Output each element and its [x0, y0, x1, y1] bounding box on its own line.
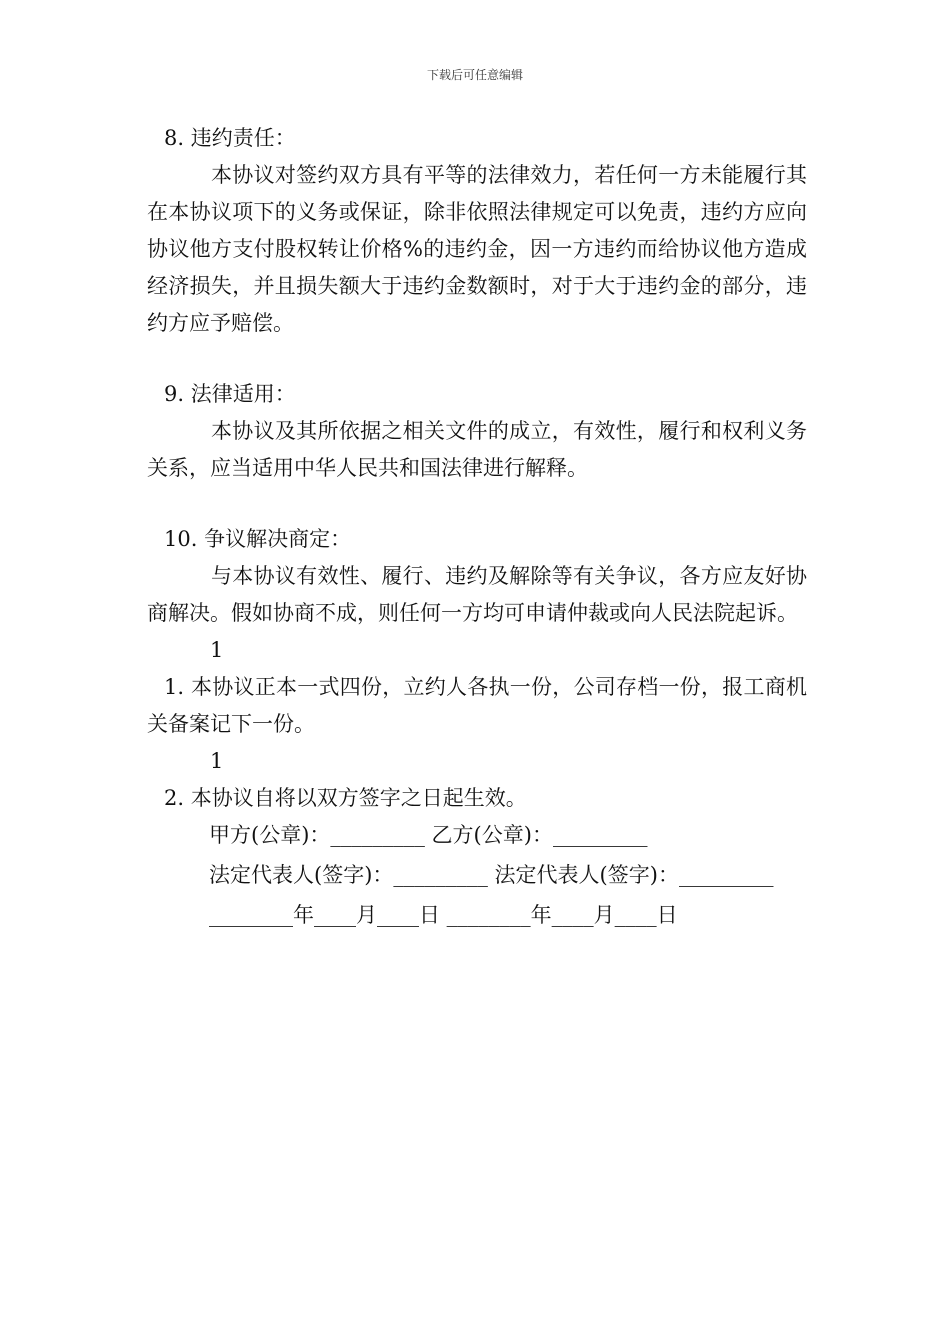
section-spacer — [147, 487, 807, 521]
section-8-body: 本协议对签约双方具有平等的法律效力，若任何一方未能履行其在本协议项下的义务或保证，除非依照法律规定可以免责，违约方应向协议他方支付股权转让价格%的违约金，因一方违约而给协议他方造成经济损失，并且损失额大于违约金数额时，对于大于违约金的部分，违约方应予赔偿。 — [147, 163, 807, 335]
section-8-heading: 8. 违约责任： — [164, 126, 296, 150]
clause-item-1: 1. 本协议正本一式四份，立约人各执一份，公司存档一份，报工商机关备案记下一份。 — [147, 675, 807, 736]
section-spacer — [147, 342, 807, 376]
page-marker: 1 — [210, 638, 224, 662]
section-10-body: 与本协议有效性、履行、违约及解除等有关争议，各方应友好协商解决。假如协商不成，则任何一方均可申请仲裁或向人民法院起诉。 — [147, 564, 807, 625]
clause-item-2: 2. 本协议自将以双方签字之日起生效。 — [164, 786, 527, 810]
section-9-body: 本协议及其所依据之相关文件的成立，有效性，履行和权利义务关系，应当适用中华人民共和国法律进行解释。 — [147, 419, 807, 480]
page-marker: 1 — [210, 749, 224, 773]
section-10-heading: 10. 争议解决商定： — [164, 527, 352, 551]
signature-date-line: ________年____月____日 ________年____月____日 — [209, 903, 678, 927]
section-9-heading: 9. 法律适用： — [164, 382, 296, 406]
signature-representative-line: 法定代表人(签字)：_________ 法定代表人(签字)：_________ — [209, 863, 774, 887]
signature-seal-line: 甲方(公章)：_________ 乙方(公章)：_________ — [209, 823, 648, 847]
header-note: 下载后可任意编辑 — [426, 68, 523, 82]
document-body — [147, 120, 807, 937]
